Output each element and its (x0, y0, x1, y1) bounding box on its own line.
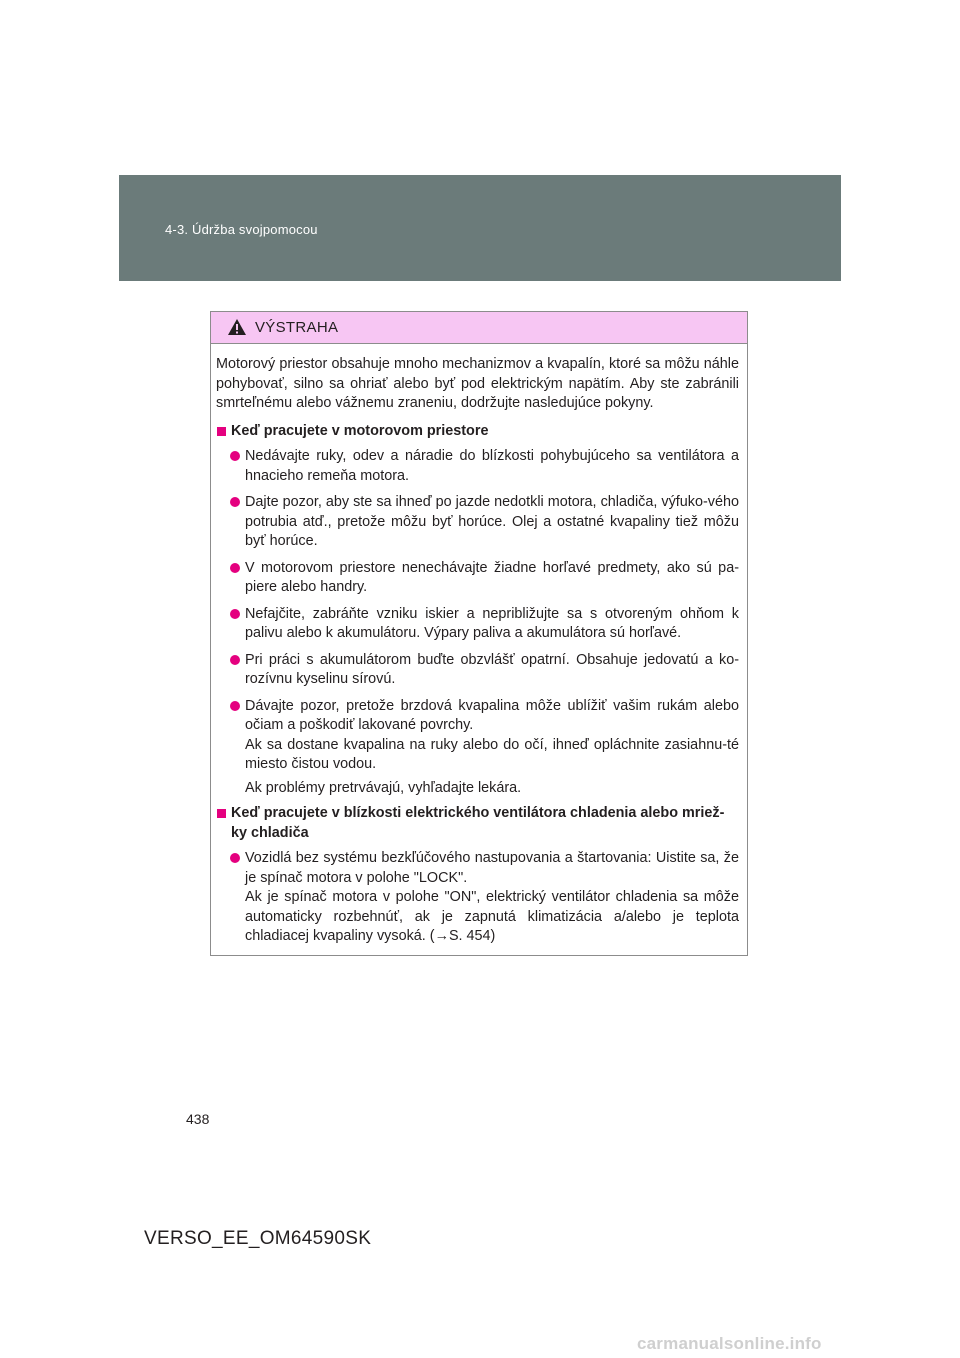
bullet-dot-icon (230, 609, 240, 619)
list-item: Dajte pozor, aby ste sa ihneď po jazde nedotkli motora, chladiča, výfuko-vého potrubia atď., pretože môžu byť horúce. Olej a ostatné kvapaliny tiež môžu byť horúce. (216, 493, 739, 552)
bullet-dot-icon (230, 563, 240, 573)
list-item: Nedávajte ruky, odev a náradie do blízkosti pohybujúceho sa ventilátora a hnacieho remeňa motora. (216, 447, 739, 486)
bullet-dot-icon (230, 701, 240, 711)
list-item: Pri práci s akumulátorom buďte obzvlášť opatrní. Obsahuje jedovatú a ko-rozívnu kyselinu sírovú. (216, 651, 739, 690)
warning-header (211, 312, 747, 344)
watermark: carmanualsonline.info (637, 1334, 822, 1353)
bullet-dot-icon (230, 853, 240, 863)
bullet-dot-icon (230, 451, 240, 461)
doc-code: VERSO_EE_OM64590SK (144, 1228, 372, 1249)
page-number: 438 (186, 1111, 210, 1127)
warning-body (211, 344, 747, 947)
bullet-dot-icon (230, 655, 240, 665)
list-item: Vozidlá bez systému bezkľúčového nastupovania a štartovania: Uistite sa, že je spínač motora v polohe "LOCK". Ak je spínač motora v polohe "ON", elektrický ventilátor chladenia sa môže automaticky rozbehnúť, ak je zapnutá klimatizácia a/alebo je teplota chladiacej kvapaliny vysoká. (→S. 454) (216, 849, 739, 947)
warning-title: VÝSTRAHA (255, 319, 339, 336)
section-heading: Keď pracujete v blízkosti elektrického ventilátora chladenia alebo mriež-ky chladiča (216, 804, 739, 843)
warning-intro: Motorový priestor obsahuje mnoho mechanizmov a kvapalín, ktoré sa môžu náhle pohybovať, silno sa ohriať alebo byť pod elektrickým napätím. Aby ste zabránili smrteľnému alebo vážnemu zraneniu, dodržujte nasledujúce pokyny. (216, 356, 739, 411)
bullet-dot-icon (230, 497, 240, 507)
section-title: 4-3. Údržba svojpomocou (165, 222, 318, 237)
warning-triangle-icon (227, 318, 247, 336)
square-bullet-icon (217, 427, 226, 436)
list-item: Nefajčite, zabráňte vzniku iskier a nepribližujte sa s otvoreným ohňom k palivu alebo k akumulátoru. Výpary paliva a akumulátora sú horľavé. (216, 605, 739, 644)
square-bullet-icon (217, 809, 226, 818)
list-item: Dávajte pozor, pretože brzdová kvapalina môže ublížiť vašim rukám alebo očiam a poškodiť lakované povrchy. Ak sa dostane kvapalina na ruky alebo do očí, ihneď opláchnite zasiahnu-té miesto čistou vodou. (216, 697, 739, 775)
section-heading: Keď pracujete v motorovom priestore (216, 422, 739, 442)
warning-box (210, 311, 748, 956)
note-text: Ak problémy pretrvávajú, vyhľadajte lekára. (245, 779, 522, 796)
list-item: V motorovom priestore nenechávajte žiadne horľavé predmety, ako sú pa-piere alebo handry. (216, 559, 739, 598)
header-band (119, 175, 841, 281)
